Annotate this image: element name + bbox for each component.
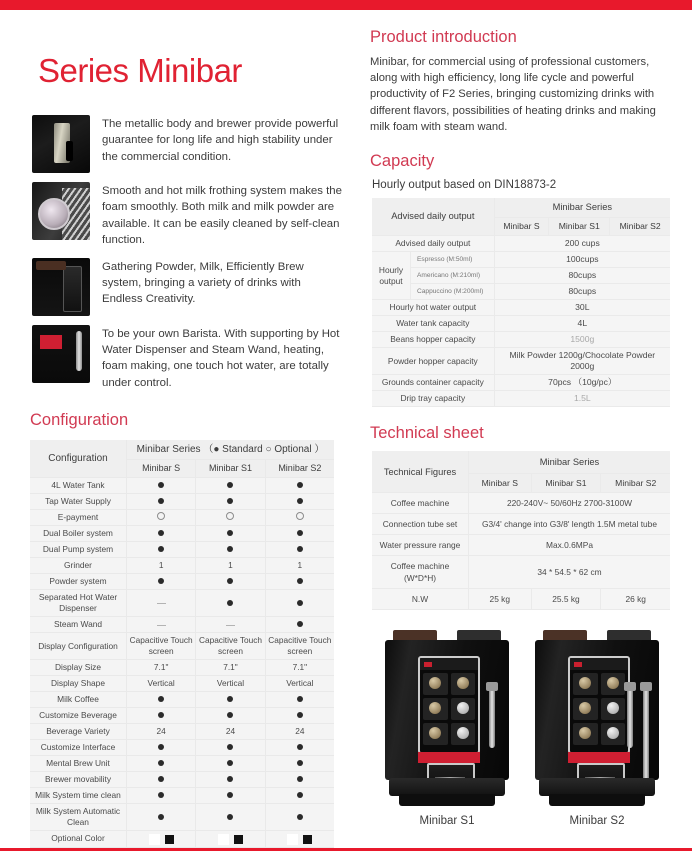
feature-item [32,115,342,173]
table-row [30,788,334,804]
table-row [372,375,670,391]
standard-dot-icon [158,530,164,536]
standard-dot-icon [297,546,303,552]
table-row [372,332,670,348]
row-value [196,478,265,494]
column-header-minibar-s: Minibar S [127,460,196,478]
row-label: Brewer movability [30,772,127,788]
row-label: Beverage Variety [30,724,127,740]
color-swatch-black [165,835,174,844]
row-label: Steam Wand [30,617,127,633]
row-value [196,590,265,617]
row-value [127,772,196,788]
row-value [127,617,196,633]
row-sublabel: Espresso (M:50ml) [411,252,495,268]
row-label: Mental Brew Unit [30,756,127,772]
row-label: Customize Beverage [30,708,127,724]
row-value [127,494,196,510]
row-value [196,510,265,526]
row-value [265,740,334,756]
feature-item [32,258,342,316]
row-value [196,740,265,756]
row-value [265,772,334,788]
configuration-heading: Configuration [30,411,129,430]
row-label: N.W [372,589,469,610]
configuration-table-body [30,478,334,847]
configuration-table-wrapper [30,440,334,847]
row-value [127,756,196,772]
row-value: Vertical [196,676,265,692]
row-value: 1500g [494,332,670,348]
table-row [30,542,334,558]
row-value [265,494,334,510]
table-row [372,589,670,610]
row-value: 25 kg [469,589,532,610]
row-label: Coffee machine [372,493,469,514]
row-value [265,542,334,558]
feature-text: To be your own Barista. With supporting by Hot Water Dispenser and Steam Wand, heating, foam making, one touch hot water, are totally under control. [102,327,340,389]
row-value [127,590,196,617]
standard-dot-icon [297,776,303,782]
row-label: Powder system [30,574,127,590]
row-value: Capacitive Touch screen [196,633,265,660]
standard-dot-icon [158,776,164,782]
row-value [196,574,265,590]
row-value: 30L [494,300,670,316]
table-row [30,660,334,676]
row-label: Powder hopper capacity [372,348,494,375]
row-sublabel: Americano (M:210ml) [411,268,495,284]
row-value [196,494,265,510]
row-value: 26 kg [601,589,670,610]
color-swatch-black [234,835,243,844]
column-header-minibar-s: Minibar S [494,218,549,236]
row-value [265,590,334,617]
row-value: 34 * 54.5 * 62 cm [469,556,671,589]
capacity-table-wrapper [372,198,670,407]
row-group-label: Hourly output [372,252,411,300]
table-row [372,268,670,284]
row-value: Capacitive Touch screen [265,633,334,660]
row-label: Customize Interface [30,740,127,756]
row-label: Milk System Automatic Clean [30,804,127,831]
row-value [127,740,196,756]
bottom-red-line [0,848,692,851]
steam-wand-icon [489,686,495,748]
row-value [265,831,334,847]
column-header-minibar-s: Minibar S [469,474,532,493]
standard-dot-icon [158,546,164,552]
configuration-corner-label: Configuration [30,440,127,478]
row-value: 7.1" [265,660,334,676]
feature-text: Gathering Powder, Milk, Efficiently Brew system, bringing a variety of drinks with Endless Creativity. [102,260,304,306]
row-value: 7.1" [127,660,196,676]
row-label: 4L Water Tank [30,478,127,494]
column-header-minibar-s2: Minibar S2 [265,460,334,478]
technical-heading: Technical sheet [370,424,484,443]
table-row [30,574,334,590]
row-label: Optional Color [30,831,127,847]
row-value [265,574,334,590]
milk-frother-photo-icon [32,182,90,240]
standard-dot-icon [158,760,164,766]
feature-list [32,115,342,391]
row-label: Separated Hot Water Dispenser [30,590,127,617]
row-label: Grinder [30,558,127,574]
not-available-dash-icon [157,625,166,626]
row-value: 200 cups [494,236,670,252]
row-value: 220-240V~ 50/60Hz 2700-3100W [469,493,671,514]
table-header-row [372,198,670,218]
row-value [265,788,334,804]
feature-text: Smooth and hot milk frothing system makes the foam smoothly. Both milk and milk powder are available. It can be easily cleaned by self-clean function. [102,185,342,247]
table-row [30,740,334,756]
table-row [372,391,670,407]
row-value: 25.5 kg [531,589,601,610]
standard-dot-icon [158,744,164,750]
machine-card-s1 [372,626,522,827]
row-value: 24 [196,724,265,740]
standard-dot-icon [158,792,164,798]
table-row [30,831,334,847]
capacity-note: Hourly output based on DIN18873-2 [372,179,557,192]
minibar-s2-photo [531,626,663,806]
table-row [30,478,334,494]
standard-dot-icon [297,792,303,798]
hot-water-steam-wand-photo-icon [32,325,90,383]
technical-table [372,451,670,610]
minibar-s1-photo [381,626,513,806]
table-row [372,556,670,589]
table-row [372,348,670,375]
standard-dot-icon [227,546,233,552]
row-label: Water tank capacity [372,316,494,332]
configuration-series-header: Minibar Series （● Standard ○ Optional ） [127,440,335,460]
table-row [30,494,334,510]
table-row [30,676,334,692]
standard-dot-icon [227,498,233,504]
row-value: 7.1" [196,660,265,676]
row-label: Hourly hot water output [372,300,494,316]
row-value [196,772,265,788]
standard-dot-icon [158,814,164,820]
standard-dot-icon [297,744,303,750]
standard-dot-icon [227,530,233,536]
top-red-banner [0,0,692,10]
table-row [30,617,334,633]
row-value: 100cups [494,252,670,268]
table-row [30,724,334,740]
standard-dot-icon [227,600,233,606]
row-label: Connection tube set [372,514,469,535]
standard-dot-icon [297,600,303,606]
hot-water-dispenser-icon [627,686,633,748]
standard-dot-icon [227,814,233,820]
row-label: Grounds container capacity [372,375,494,391]
table-row [372,535,670,556]
row-label: Coffee machine (W*D*H) [372,556,469,589]
standard-dot-icon [297,712,303,718]
row-label: Dual Boiler system [30,526,127,542]
table-row [30,756,334,772]
row-value [265,526,334,542]
row-value [127,692,196,708]
standard-dot-icon [297,814,303,820]
row-value: Milk Powder 1200g/Chocolate Powder 2000g [494,348,670,375]
row-label: Milk Coffee [30,692,127,708]
standard-dot-icon [158,578,164,584]
table-row [30,590,334,617]
row-value [196,804,265,831]
table-row [372,284,670,300]
standard-dot-icon [297,621,303,627]
capacity-table [372,198,670,407]
row-value [127,788,196,804]
row-value: 1 [265,558,334,574]
row-value [196,756,265,772]
row-value [265,708,334,724]
table-row [30,633,334,660]
standard-dot-icon [297,530,303,536]
table-row [372,236,670,252]
row-label: Display Shape [30,676,127,692]
machine-display [418,656,480,754]
standard-dot-icon [227,744,233,750]
row-value [127,831,196,847]
column-header-minibar-s1: Minibar S1 [531,474,601,493]
row-value: Vertical [127,676,196,692]
not-available-dash-icon [157,603,166,604]
machine-card-s2 [522,626,672,827]
left-column [0,10,362,848]
table-row [30,708,334,724]
row-value [196,788,265,804]
row-value [127,478,196,494]
optional-circle-icon [296,512,304,520]
row-label: Dual Pump system [30,542,127,558]
row-value [196,692,265,708]
row-value [127,510,196,526]
capacity-corner-label: Advised daily output [372,198,494,236]
row-sublabel: Cappuccino (M:200ml) [411,284,495,300]
row-value: Capacitive Touch screen [127,633,196,660]
row-value [196,617,265,633]
row-value: 24 [127,724,196,740]
standard-dot-icon [158,498,164,504]
row-value [127,574,196,590]
row-value [127,526,196,542]
standard-dot-icon [227,696,233,702]
row-label: Beans hopper capacity [372,332,494,348]
capacity-series-header: Minibar Series [494,198,670,218]
technical-series-header: Minibar Series [469,451,671,474]
optional-circle-icon [226,512,234,520]
row-value [196,831,265,847]
row-value: 80cups [494,268,670,284]
column-header-minibar-s2: Minibar S2 [610,218,670,236]
row-value [196,542,265,558]
technical-corner-label: Technical Figures [372,451,469,493]
table-row [30,804,334,831]
machine-caption: Minibar S2 [569,815,625,828]
technical-table-wrapper [372,451,670,610]
row-label: Display Size [30,660,127,676]
feature-item [32,182,342,249]
standard-dot-icon [297,482,303,488]
row-value [127,708,196,724]
not-available-dash-icon [226,625,235,626]
color-swatch-white [149,834,160,845]
page-title: Series Minibar [38,52,242,89]
row-label: Tap Water Supply [30,494,127,510]
standard-dot-icon [158,696,164,702]
powder-milk-brew-photo-icon [32,258,90,316]
row-value: 4L [494,316,670,332]
standard-dot-icon [297,696,303,702]
configuration-table [30,440,334,847]
row-value [196,708,265,724]
brewer-photo-icon [32,115,90,173]
table-header-row [372,451,670,474]
table-header-row [30,440,334,460]
standard-dot-icon [227,760,233,766]
row-value [265,617,334,633]
table-row [30,692,334,708]
row-value: Vertical [265,676,334,692]
row-value [265,478,334,494]
introduction-body: Minibar, for commercial using of professional customers, along with high efficiency, long life cycle and powerful productivity of F2 Series, bringing customizing drinks with different flavors, possibilities of heating drinks and making milk foam with steam wand. [370,56,656,133]
standard-dot-icon [227,792,233,798]
row-value: Max.0.6MPa [469,535,671,556]
row-label: Water pressure range [372,535,469,556]
row-value: 70pcs （10g/pc） [494,375,670,391]
row-value: 1 [196,558,265,574]
row-value [265,756,334,772]
standard-dot-icon [297,760,303,766]
color-swatch-black [303,835,312,844]
table-row [30,510,334,526]
row-label: Milk System time clean [30,788,127,804]
standard-dot-icon [227,776,233,782]
steam-wand-icon [643,686,649,786]
color-swatch-white [287,834,298,845]
column-header-minibar-s2: Minibar S2 [601,474,670,493]
machine-caption: Minibar S1 [419,815,475,828]
right-column [362,10,692,848]
page-content [0,10,692,848]
machine-gallery [372,626,672,827]
standard-dot-icon [297,498,303,504]
table-row [372,300,670,316]
standard-dot-icon [227,712,233,718]
column-header-minibar-s1: Minibar S1 [196,460,265,478]
row-label: Display Configuration [30,633,127,660]
row-value: 80cups [494,284,670,300]
standard-dot-icon [297,578,303,584]
introduction-heading: Product introduction [370,28,517,46]
table-row [30,526,334,542]
standard-dot-icon [158,712,164,718]
table-row [372,514,670,535]
table-row [372,252,670,268]
row-value [265,510,334,526]
color-swatch-white [218,834,229,845]
table-row [30,558,334,574]
row-value [127,804,196,831]
table-row [372,316,670,332]
machine-display [568,656,630,754]
row-value [196,526,265,542]
row-value [127,542,196,558]
standard-dot-icon [158,482,164,488]
feature-text: The metallic body and brewer provide powerful guarantee for long life and high stability under the commercial condition. [102,118,339,163]
row-value: 1 [127,558,196,574]
table-row [30,772,334,788]
standard-dot-icon [227,482,233,488]
row-value: 24 [265,724,334,740]
row-value: 1.5L [494,391,670,407]
feature-item [32,325,342,392]
row-value [265,804,334,831]
optional-circle-icon [157,512,165,520]
row-label: E-payment [30,510,127,526]
standard-dot-icon [227,578,233,584]
row-value [265,692,334,708]
row-label: Advised daily output [372,236,494,252]
row-value: G3/4' change into G3/8' length 1.5M metal tube [469,514,671,535]
capacity-heading: Capacity [370,152,435,171]
table-row [372,493,670,514]
row-label: Drip tray capacity [372,391,494,407]
column-header-minibar-s1: Minibar S1 [549,218,610,236]
